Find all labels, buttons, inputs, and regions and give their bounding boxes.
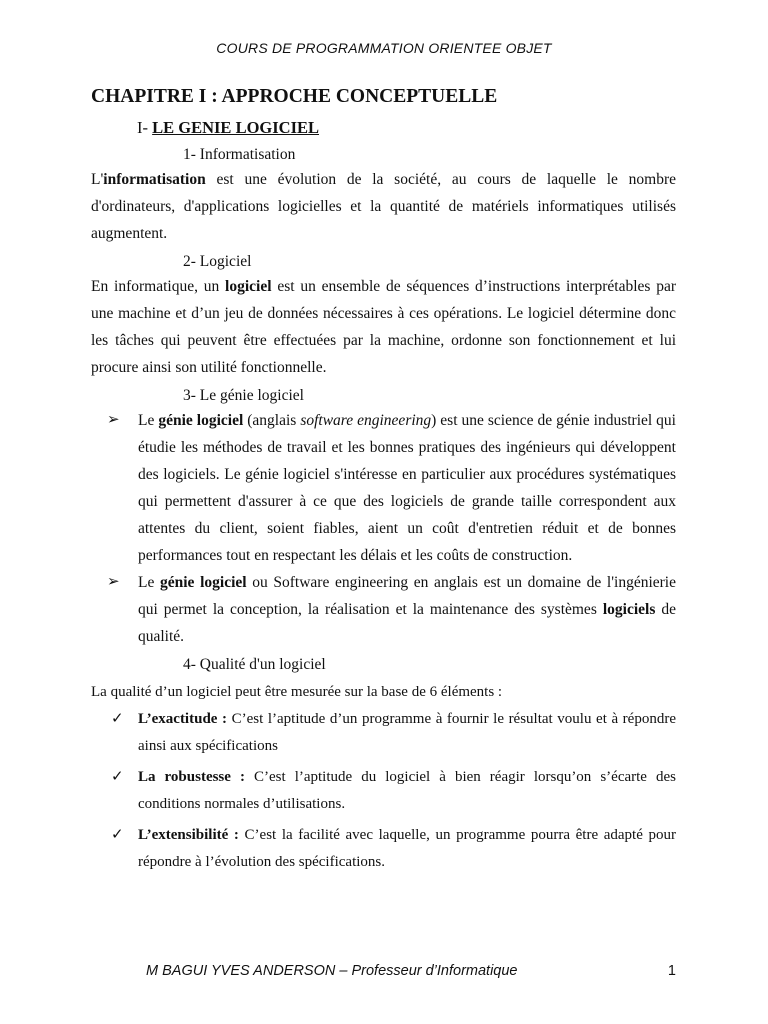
arrow-bullet-icon: ➢ xyxy=(107,412,120,428)
qualite-intro: La qualité d’un logiciel peut être mesurée sur la base de 6 éléments : xyxy=(91,684,503,700)
section-number: I- xyxy=(137,118,148,137)
text-run: est une évolution de la société, au cours de laquelle le nombre d'ordinateurs, d'applications logicielles et la quantité de matériels informatiques utilisés augmentent. xyxy=(91,171,676,242)
italic-term: software engineering xyxy=(300,412,432,429)
bold-term: logiciel xyxy=(225,278,272,295)
footer-author: M BAGUI YVES ANDERSON – Professeur d’Informatique xyxy=(146,963,518,979)
text-run: de qualité. xyxy=(138,601,676,645)
bold-term: génie logiciel xyxy=(158,412,244,429)
paragraph-informatisation xyxy=(91,166,676,247)
paragraph-logiciel xyxy=(91,273,676,381)
page-number: 1 xyxy=(667,963,676,979)
bold-term: L’extensibilité : xyxy=(138,827,239,843)
page-footer xyxy=(146,963,676,979)
text-run: Le xyxy=(138,412,159,429)
subheading-qualite: 4- Qualité d'un logiciel xyxy=(183,656,326,673)
check-item-exactitude xyxy=(91,706,676,760)
check-item-extensibilite xyxy=(91,822,676,876)
page-header: COURS DE PROGRAMMATION ORIENTEE OBJET xyxy=(216,40,552,56)
chapter-title: CHAPITRE I : APPROCHE CONCEPTUELLE xyxy=(91,86,498,107)
arrow-bullet-1 xyxy=(91,407,676,569)
text-run: L' xyxy=(91,171,104,188)
text-run: ou Software engineering en anglais est un domaine de l'ingénierie qui permet la conception, la réalisation et la maintenance des systèmes xyxy=(138,574,676,618)
check-icon: ✓ xyxy=(111,827,124,843)
bold-term: logiciels xyxy=(602,601,656,618)
bold-term: L’exactitude : xyxy=(138,711,228,727)
text-run: C’est l’aptitude d’un programme à fournir le résultat voulu et à répondre ainsi aux spécifications xyxy=(138,711,676,754)
text-run: C’est la facilité avec laquelle, un programme pourra être adapté pour répondre à l’évolution des spécifications. xyxy=(138,827,676,870)
check-icon: ✓ xyxy=(111,711,124,727)
bold-term: génie logiciel xyxy=(160,574,247,591)
page-content xyxy=(91,84,676,880)
bold-term: La robustesse : xyxy=(138,769,245,785)
text-run: (anglais xyxy=(243,412,301,429)
text-run: Le xyxy=(138,574,160,591)
arrow-bullet-2 xyxy=(91,569,676,650)
section-title: LE GENIE LOGICIEL xyxy=(152,118,320,137)
text-run: ) est une science de génie industriel qui étudie les méthodes de travail et les bonnes pratiques des ingénieurs qui développent des logiciels. Le génie logiciel s'intéresse en particulier aux procédures systématiques qui permettent d'assurer à ce que des logiciels de grande taille correspondent aux attentes du client, soient fiables, aient un coût d'entretien réduit et de bonnes performances tout en respectant les délais et les coûts de construction. xyxy=(138,412,676,564)
subheading-genie-logiciel: 3- Le génie logiciel xyxy=(183,387,304,404)
check-icon: ✓ xyxy=(111,769,124,785)
check-item-robustesse xyxy=(91,764,676,818)
arrow-bullet-icon: ➢ xyxy=(107,574,120,590)
text-run: est un ensemble de séquences d’instructions interprétables par une machine et d’un jeu de données nécessaires à ces opérations. Le logiciel détermine donc les tâches qui peuvent être effectuées par la machine, ordonne son fonctionnement et lui procure ainsi son utilité fonctionnelle. xyxy=(91,278,676,376)
section-heading xyxy=(137,116,676,140)
text-run: C’est l’aptitude du logiciel à bien réagir lorsqu’on s’écarte des conditions normales d’utilisations. xyxy=(138,769,676,812)
subheading-informatisation: 1- Informatisation xyxy=(183,146,296,163)
text-run: En informatique, un xyxy=(91,278,226,295)
bold-term: informatisation xyxy=(103,171,206,188)
subheading-logiciel: 2- Logiciel xyxy=(183,253,252,270)
